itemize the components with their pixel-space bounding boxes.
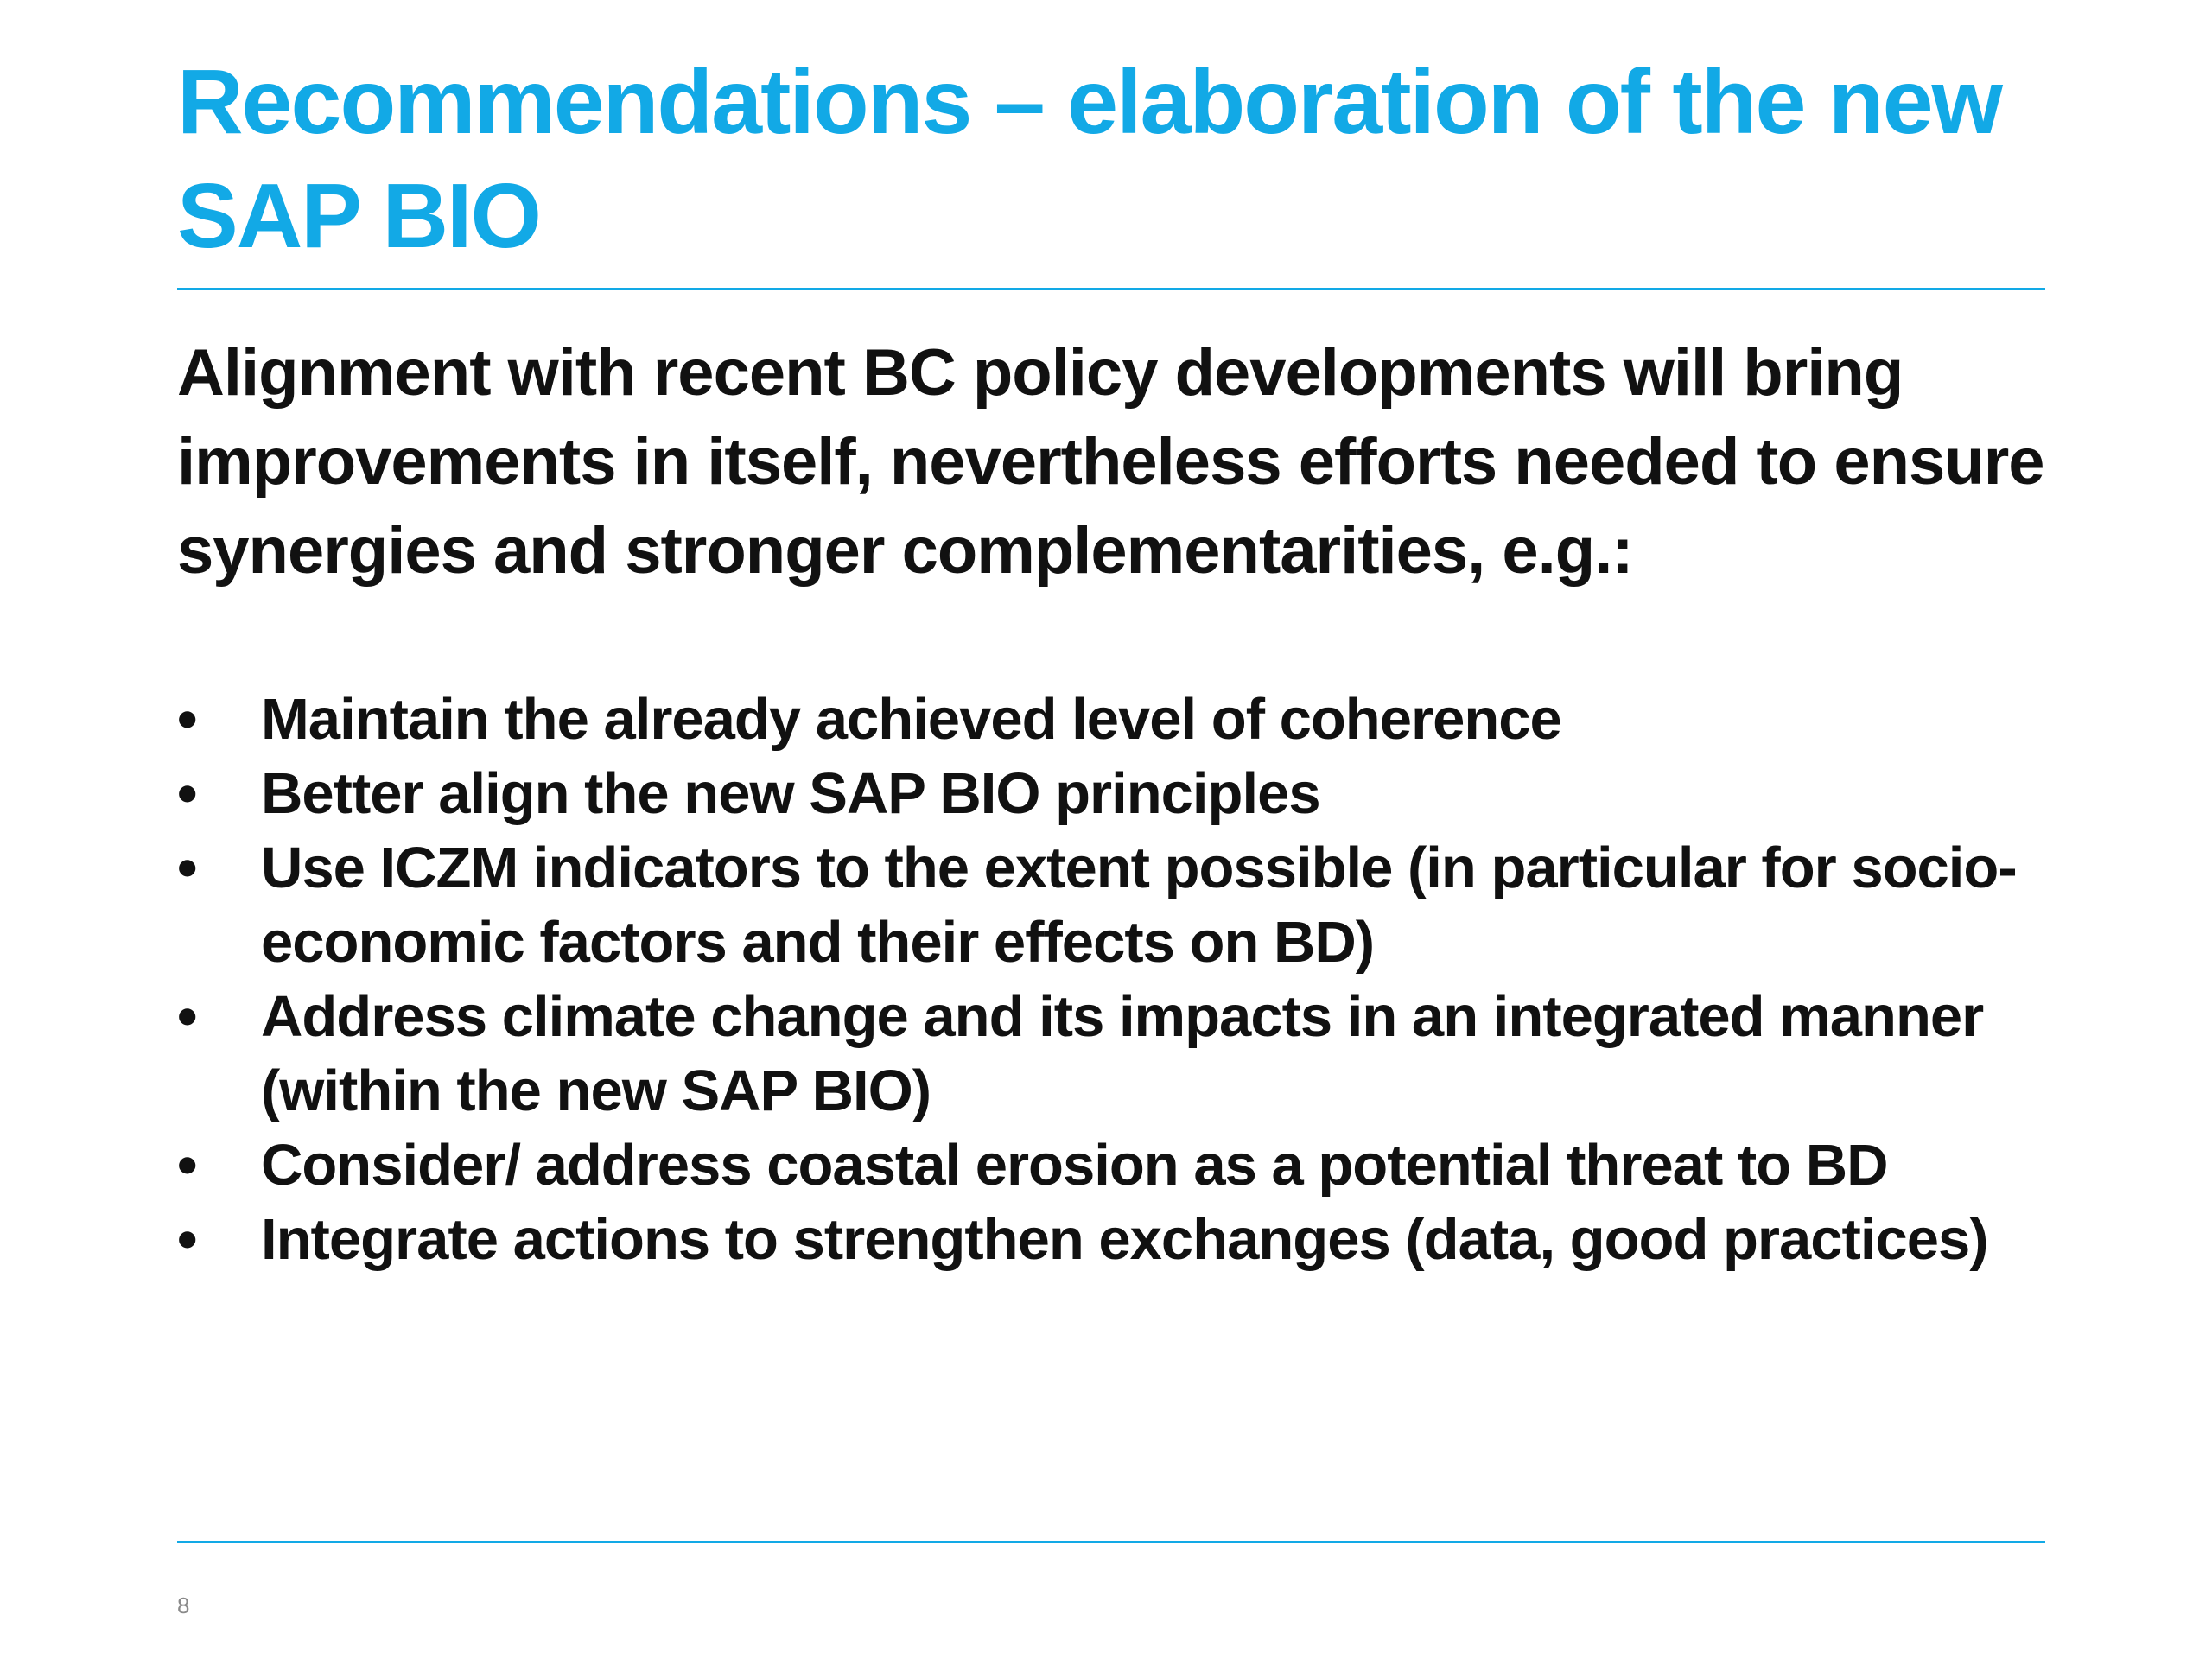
list-item-text: Better align the new SAP BIO principles — [261, 761, 1320, 826]
list-item — [177, 980, 2078, 1128]
bullet-icon: • — [177, 836, 197, 900]
list-item-text: Use ICZM indicators to the extent possible (in particular for socio-economic factors and their effects on BD) — [261, 836, 2017, 975]
list-item-text: Integrate actions to strengthen exchanges (data, good practices) — [261, 1207, 1988, 1272]
bullet-icon: • — [177, 761, 197, 826]
list-item-text: Address climate change and its impacts in an integrated manner (within the new SAP BIO) — [261, 984, 1984, 1123]
slide-title: Recommendations – elaboration of the new SAP BIO — [177, 51, 2002, 267]
title-divider — [177, 288, 2045, 290]
bullet-icon: • — [177, 687, 197, 752]
page-number: 8 — [177, 1592, 190, 1618]
bullet-icon: • — [177, 1133, 197, 1198]
recommendation-list — [177, 683, 2078, 1277]
footer-divider — [177, 1541, 2045, 1543]
list-item-text: Maintain the already achieved level of coherence — [261, 687, 1561, 752]
list-item — [177, 683, 2078, 757]
list-item-text: Consider/ address coastal erosion as a potential threat to BD — [261, 1133, 1888, 1198]
list-item — [177, 757, 2078, 831]
lead-paragraph: Alignment with recent BC policy developments will bring improvements in itself, nevertheless efforts needed to ensure synergies and stronger complementarities, e.g.: — [177, 336, 2044, 588]
list-item — [177, 1128, 2078, 1203]
list-item — [177, 831, 2078, 980]
bullet-icon: • — [177, 1207, 197, 1272]
list-item — [177, 1203, 2078, 1277]
bullet-icon: • — [177, 984, 197, 1049]
